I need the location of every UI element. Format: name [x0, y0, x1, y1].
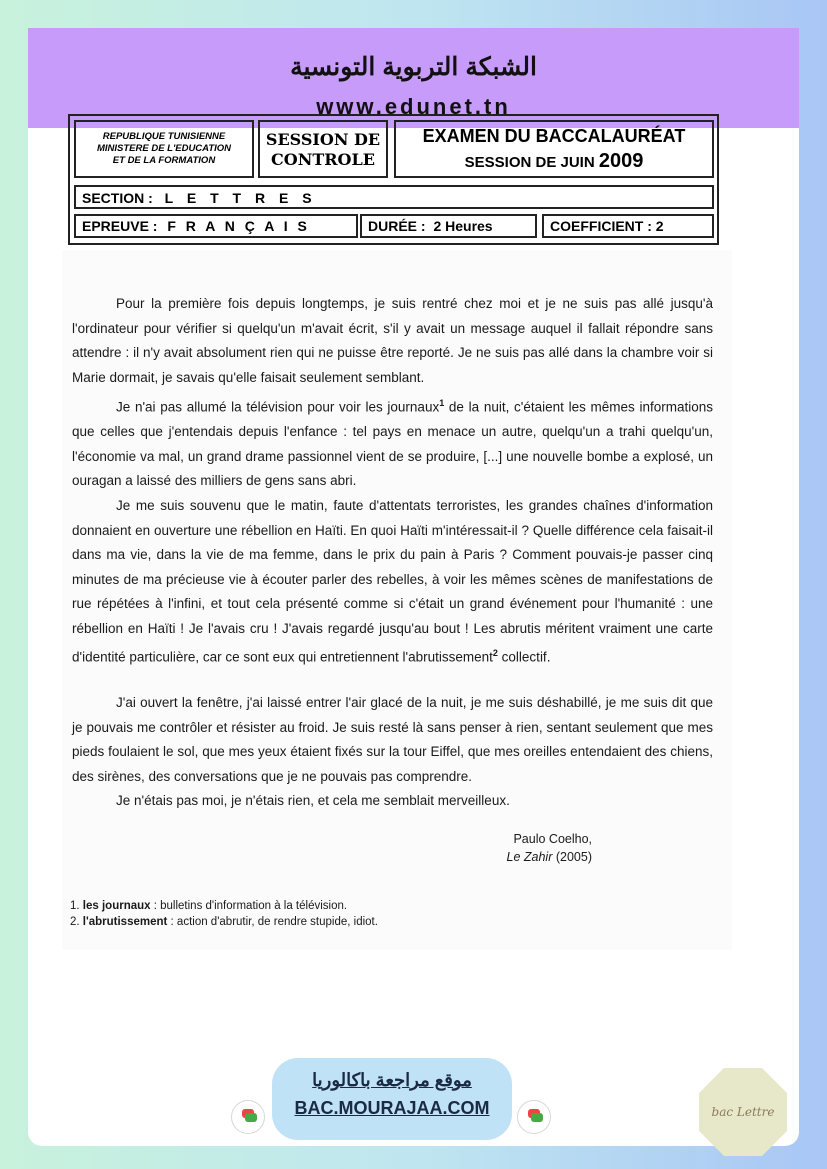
footnote-ref-1: 1 — [439, 398, 445, 408]
section-row — [74, 185, 714, 209]
banner-url[interactable]: www.edunet.tn — [316, 94, 511, 119]
section-value: L E T T R E S — [164, 190, 317, 206]
paragraph-3-start: Je me suis souvenu que le matin, faute d'attentats terroristes, les grandes chaînes d'information donnaient en ouverture une rébellion en Haïti. En quoi Haïti m'intéressait-il ? Quelle différence cela faisait-il dans ma vie, dans la vie de ma femme, dans le prix du pain à Paris ? Comment pouvais-je passer cinq minutes de ma précieuse vie à écouter parler des rebelles, à voir les mêmes scènes de manifestations de rue répétées à l'infini, et tout cela présenté comme si c'était un grand événement pour l'humanité : une rébellion en Haïti ! Je l'avais cru ! J'avais regardé jusqu'au bout ! Les abrutis méritent vraiment une carte d'identité particulière, car ce sont eux qui entretiennent l'abrutissement — [72, 498, 713, 665]
paragraph-1: Pour la première fois depuis longtemps, je suis rentré chez moi et je ne suis pas allé jusqu'à l'ordinateur pour vérifier si quelqu'un m'avait écrit, s'il y avait un message auquel il fallait répondre sans attendre : il n'y avait absolument rien qui ne puisse être reporté. Je ne suis pas allé dans la chambre voir si Marie dormait, je savais qu'elle faisait seulement semblant. — [72, 296, 713, 385]
paragraph-3 — [72, 494, 713, 670]
republic-block — [74, 120, 254, 178]
paragraph-2-end: de la nuit, c'étaient les mêmes informations que celles que j'entendais depuis l'enfance : tel pays en menace un autre, quelqu'un a trahi quelqu'un, l'économie va mal, un grand drame passionnel vient de se produire, [...] une nouvelle bombe a explosé, un ouragan a laissé des milliers de gens sans abri. — [72, 399, 713, 488]
site-logo-icon-right — [517, 1100, 551, 1134]
footnote-2 — [70, 914, 378, 930]
duree-cell — [360, 214, 537, 238]
footnote-2-num: 2. — [70, 916, 80, 928]
session-line-1: SESSION DE — [265, 130, 381, 149]
section-label: SECTION : — [82, 190, 153, 206]
bac-lettre-badge — [697, 1066, 789, 1158]
ministry-line: MINISTERE DE L'EDUCATION — [96, 143, 232, 154]
coefficient-value: 2 — [655, 218, 664, 234]
banner-arabic-title: الشبكة التربوية التونسية — [290, 53, 537, 81]
bac-mourajaa-link[interactable] — [272, 1058, 512, 1140]
footnote-ref-2: 2 — [492, 648, 498, 658]
footnotes — [70, 898, 378, 930]
footnote-1-num: 1. — [70, 900, 80, 912]
paragraph-5: Je n'étais pas moi, je n'étais rien, et cela me semblait merveilleux. — [116, 793, 510, 808]
formation-line: ET DE LA FORMATION — [112, 155, 216, 166]
session-type-block — [258, 120, 388, 178]
footnote-1-def: : bulletins d'information à la télévision. — [150, 900, 348, 912]
footnote-1-term: les journaux — [82, 900, 151, 912]
footer-site-link[interactable]: BAC.MOURAJAA.COM — [294, 1098, 490, 1118]
author-name: Paulo Coelho, — [513, 832, 592, 846]
duree-value: 2 Heures — [433, 218, 493, 234]
edunet-banner — [28, 28, 799, 128]
footnote-2-def: : action d'abrutir, de rendre stupide, idiot. — [167, 916, 378, 928]
footer-arabic-link[interactable]: موقع مراجعة باكالوريا — [312, 1070, 472, 1090]
coefficient-label: COEFFICIENT : — [550, 218, 652, 234]
book-year: (2005) — [555, 850, 592, 864]
source-attribution — [470, 830, 592, 866]
book-title: Le Zahir — [506, 850, 553, 864]
exam-session-prefix: SESSION DE JUIN — [464, 154, 595, 171]
paragraph-4: J'ai ouvert la fenêtre, j'ai laissé entrer l'air glacé de la nuit, je me suis déshabillé, je me suis dit que je pouvais me contrôler et résister au froid. Je suis resté là sans penser à rien, sentant seulement que mes pieds foulaient le sol, que mes yeux étaient fixés sur la tour Eiffel, que mes oreilles entendaient des chiens, des sirènes, des conversations que je ne pouvais pas comprendre. — [72, 695, 713, 784]
badge-text: bac Lettre — [711, 1105, 775, 1119]
epreuve-value: F R A N Ç A I S — [167, 218, 310, 234]
footnote-1 — [70, 898, 378, 914]
paragraph-2 — [72, 391, 713, 494]
exam-title: EXAMEN DU BACCALAURÉAT — [422, 126, 686, 146]
footnote-2-term: l'abrutissement — [82, 916, 168, 928]
republic-line: REPUBLIQUE TUNISIENNE — [102, 131, 226, 142]
session-line-2: CONTROLE — [271, 150, 375, 169]
site-logo-icon-left — [231, 1100, 265, 1134]
epreuve-cell — [74, 214, 358, 238]
exam-session — [396, 150, 712, 173]
coefficient-cell — [542, 214, 714, 238]
book-reference — [470, 848, 592, 866]
paragraph-3-end: collectif. — [497, 649, 551, 665]
epreuve-label: EPREUVE : — [82, 218, 158, 234]
paragraph-2-start: Je n'ai pas allumé la télévision pour voir les journaux — [116, 399, 440, 415]
exam-session-year: 2009 — [598, 150, 644, 172]
duree-label: DURÉE : — [368, 218, 426, 234]
exam-title-block — [394, 120, 714, 178]
